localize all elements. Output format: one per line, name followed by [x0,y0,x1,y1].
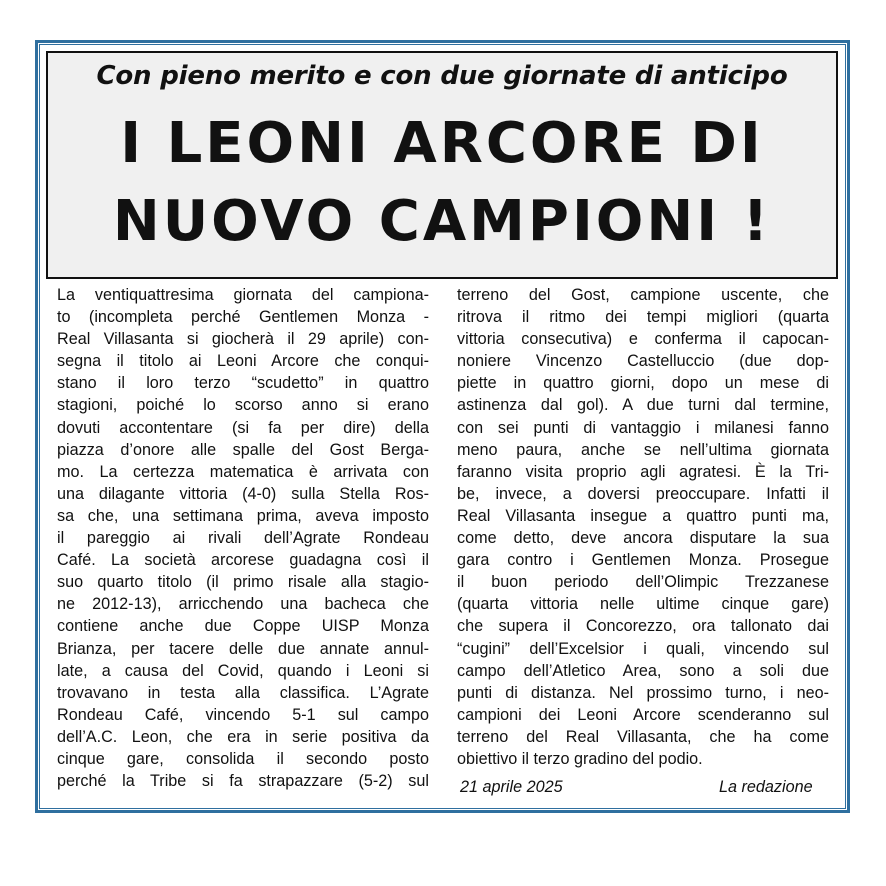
article-line: piazza d’onore alle spalle del Gost Berga- [57,440,429,459]
article-line: obiettivo il terzo gradino del podio. [457,749,703,768]
article-line: piette in quattro giorni, dopo un mese di [457,374,829,393]
article-line: late, a causa del Covid, quando i Leoni si [57,661,429,680]
article-line: come detto, deve ancora disputare la sua [457,529,829,548]
article-line: terreno del Gost, campione uscente, che [457,286,829,304]
article-line: meno paura, anche se nell’ultima giornata [457,440,829,459]
article-line: trovavano in testa alla classifica. L’Agrate [57,683,429,702]
article-line: gara contro i Gentlemen Monza. Prosegue [457,551,829,570]
headline-box [46,51,838,279]
article-line: faranno visita proprio agli agratesi. È la Tri- [457,462,829,481]
article-line: contiene anche due Coppe UISP Monza [57,617,429,636]
article-line: Real Villasanta insegue a quattro punti ma, [457,506,829,525]
article-line: ne 2012-13), arricchendo una bacheca che [57,595,429,614]
article-line: punti di distanza. Nel prossimo turno, i neo- [457,683,829,702]
article-line: “cugini” dell’Excelsior i quali, vincendo sul [457,639,829,658]
article-column-left [57,284,429,792]
article-line: ritrova il ritmo dei tempi migliori (quarta [457,308,829,327]
article-line: stano il loro terzo “scudetto” in quattro [57,374,429,393]
article-line: che supera il Concorezzo, ora tallonato dai [457,617,829,636]
article-line: cinque gare, consolida il secondo posto [57,749,429,768]
article-line: dell’A.C. Leon, che era in serie positiva da [57,727,429,746]
kicker-subtitle: Con pieno merito e con due giornate di anticipo [96,61,788,91]
article-line: (quarta vittoria nelle ultime cinque gare) [457,595,829,614]
article-line: stagioni, poiché lo scorso anno si erano [57,396,429,415]
article-line: terreno del Real Villasanta, che ha come [457,727,829,746]
article-line: dovuti accontentare (si fa per dire) della [57,418,429,437]
headline-line-2: NUOVO CAMPIONI ! [112,189,772,254]
article-author: La redazione [719,778,813,796]
article-line: campo dell’Atletico Area, sono a soli due [457,661,829,680]
article-line: mo. La certezza matematica è arrivata con [57,462,429,481]
article-line: La ventiquattresima giornata del campiona- [57,286,429,304]
article-line: to (incompleta perché Gentlemen Monza - [57,308,429,327]
article-line: vittoria consecutiva) e conferma il capocan- [457,330,829,349]
article-line: Real Villasanta si giocherà il 29 aprile) con- [57,330,429,349]
article-column-right [457,284,829,770]
headline-line-1: I LEONI ARCORE DI [120,111,764,176]
article-line: noniere Vincenzo Castelluccio (due dop- [457,352,829,371]
article-line: astinenza dal gol). A due turni dal termine, [457,396,829,415]
article-line: con sei punti di vantaggio i milanesi fanno [457,418,829,437]
article-line: campioni dei Leoni Arcore scenderanno sul [457,705,829,724]
article-line: il buon periodo dell’Olimpic Trezzanese [457,573,829,592]
article-line: sa che, una settimana prima, aveva imposto [57,506,429,525]
article-line: Café. La società arcorese guadagna così il [57,551,429,570]
article-line: una dilagante vittoria (4-0) sulla Stella Ros- [57,484,429,503]
article-line: segna il titolo ai Leoni Arcore che conqui- [57,352,429,371]
article-line: suo quarto titolo (il primo risale alla stagio- [57,573,429,592]
article-line: be, invece, a doversi preoccupare. Infatti il [457,484,829,503]
article-line: perché la Tribe si fa strapazzare (5-2) sul [57,772,429,791]
article-date: 21 aprile 2025 [460,778,563,796]
article-line: il pareggio ai rivali dell’Agrate Rondeau [57,529,429,548]
article-line: Rondeau Café, vincendo 5-1 sul campo [57,705,429,724]
article-line: Brianza, per tacere delle due annate annul- [57,639,429,658]
